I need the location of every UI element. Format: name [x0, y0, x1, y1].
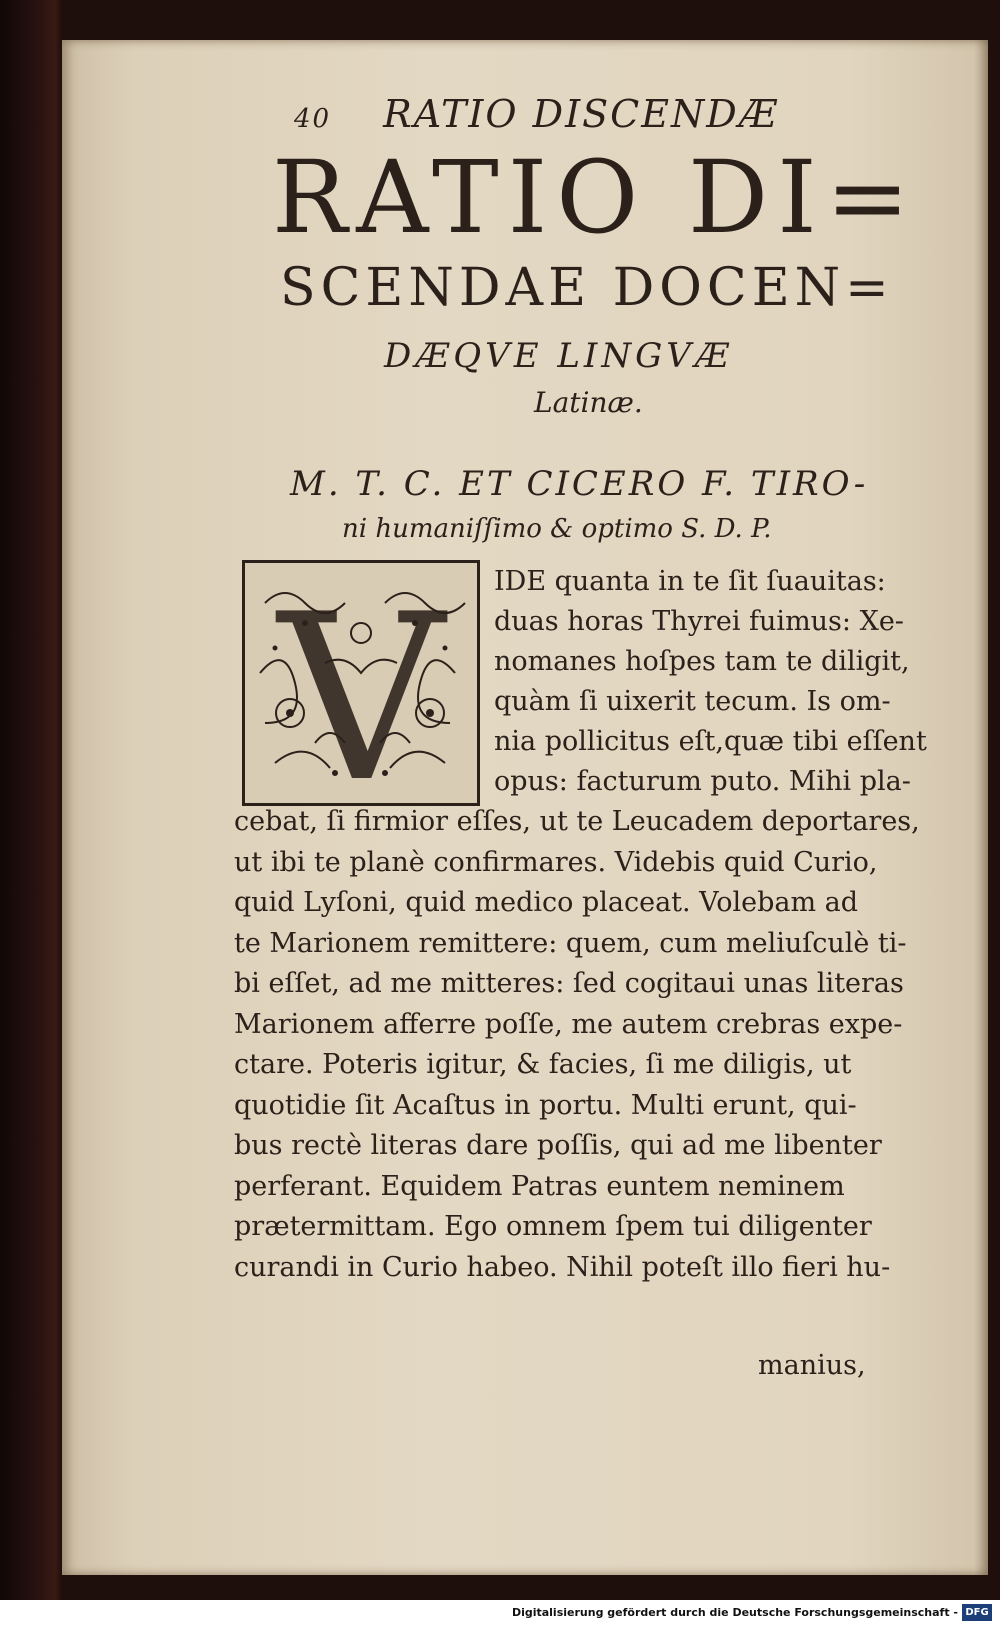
catchword: manius,: [758, 1350, 866, 1381]
digitization-footer: [0, 1600, 1000, 1626]
body-line: cebat, ſi firmior eſſes, ut te Leucadem deportares,: [234, 806, 920, 837]
floral-initial-icon: [245, 563, 477, 803]
body-line: bi eſſet, ad me mitteres: ſed cogitaui unas literas: [234, 968, 904, 999]
drop-cap-line: nomanes hoſpes tam te diligit,: [494, 646, 910, 677]
page-number: 40: [294, 104, 332, 134]
drop-cap-line: duas horas Thyrei fuimus: Xe-: [494, 606, 904, 637]
decorated-initial: [242, 560, 480, 806]
title-line-3: DÆQVE LINGVÆ: [384, 336, 733, 376]
dfg-logo: DFG: [962, 1604, 992, 1621]
salutation-line-1: M. T. C. ET CICERO F. TIRO-: [290, 464, 869, 504]
drop-cap-line: nia pollicitus eſt,quæ tibi eſſent: [494, 726, 927, 757]
body-line: Marionem afferre poſſe, me autem crebras expe-: [234, 1008, 903, 1040]
title-line-4: Latinæ.: [534, 386, 643, 419]
body-line: quid Lyſoni, quid medico placeat. Volebam ad: [234, 887, 859, 918]
body-line: curandi in Curio habeo. Nihil poteſt illo fieri hu-: [234, 1251, 891, 1283]
body-line: ctare. Poteris igitur, & facies, ſi me diligis, ut: [234, 1049, 852, 1080]
body-line: perferant. Equidem Patras euntem neminem: [234, 1170, 845, 1202]
salutation-line-2: ni humaniſſimo & optimo S. D. P.: [342, 514, 772, 544]
body-line: ut ibi te planè confirmares. Videbis quid Curio,: [234, 846, 878, 878]
footer-credit: Digitalisierung gefördert durch die Deutsche Forschungsgemeinschaft -: [511, 1606, 958, 1619]
running-head: [294, 92, 854, 136]
body-line: prætermittam. Ego omnem ſpem tui diligenter: [234, 1211, 872, 1242]
drop-cap-line: IDE quanta in te ſit ſuauitas:: [494, 566, 886, 597]
title-line-1: RATIO DI=: [272, 139, 919, 256]
body-line: bus rectè literas dare poſſis, qui ad me libenter: [234, 1130, 882, 1161]
body-line: te Marionem remittere: quem, cum meliuſculè ti-: [234, 927, 907, 959]
body-line: quotidie ſit Acaſtus in portu. Multi erunt, qui-: [234, 1089, 857, 1121]
page-edge-shadow: [974, 40, 988, 1575]
drop-cap-line: quàm ſi uixerit tecum. Is om-: [494, 686, 891, 717]
drop-cap-letter: V: [277, 566, 445, 803]
drop-cap-line: opus: facturum puto. Mihi pla-: [494, 766, 911, 797]
book-page: [62, 40, 988, 1575]
title-line-2: SCENDAE DOCEN=: [280, 258, 894, 318]
running-head-title: RATIO DISCENDÆ: [383, 92, 779, 136]
